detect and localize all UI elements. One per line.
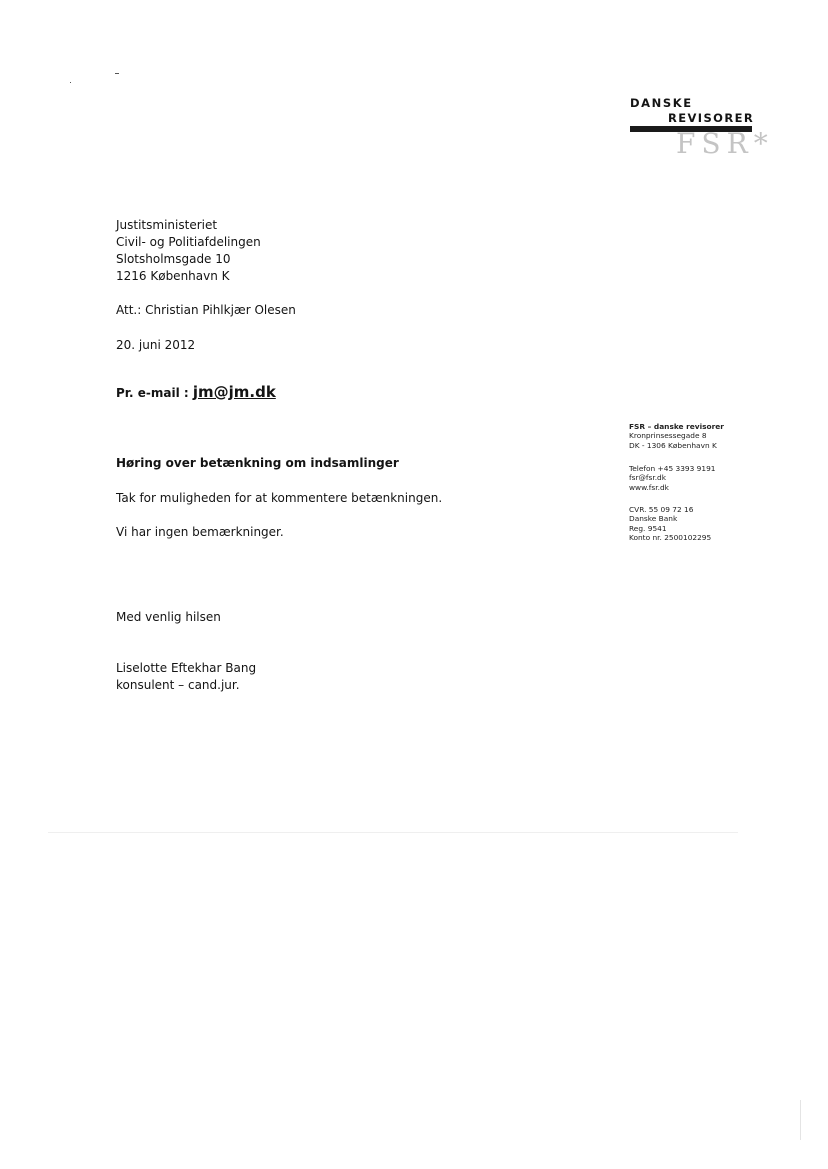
sender-address (629, 422, 724, 450)
sender-website: www.fsr.dk (629, 482, 669, 492)
letter-closing: Med venlig hilsen (116, 610, 221, 624)
sender-contact (629, 464, 715, 492)
letter-subject: Høring over betænkning om indsamlinger (116, 456, 399, 470)
page-fold-line (48, 832, 738, 833)
letter-date: 20. juni 2012 (116, 338, 196, 352)
sender-line: Kronprinsessegade 8 (629, 431, 707, 441)
email-label: Pr. e-mail : (116, 386, 193, 400)
logo-line-danske: DANSKE (630, 96, 693, 110)
sender-bank (629, 505, 711, 543)
sender-bank-name: Danske Bank (629, 514, 678, 524)
scan-speck (115, 73, 119, 74)
attention-line: Att.: Christian Pihlkjær Olesen (116, 303, 296, 317)
signature-name: Liselotte Eftekhar Bang (116, 661, 257, 675)
signature-block (116, 660, 256, 694)
recipient-address (116, 217, 261, 285)
logo-fsr-mark: FSR* (676, 127, 774, 160)
sender-cvr: CVR. 55 09 72 16 (629, 505, 694, 514)
sender-account: Konto nr. 2500102295 (629, 533, 712, 543)
sender-phone: Telefon +45 3393 9191 (629, 464, 716, 473)
page-edge-mark (800, 1100, 801, 1140)
recipient-line: Slotsholmsgade 10 (116, 252, 231, 266)
sender-line: FSR – danske revisorer (629, 422, 724, 431)
email-line (116, 383, 276, 401)
logo-line-revisorer: REVISORER (668, 111, 755, 125)
letter-paragraph: Vi har ingen bemærkninger. (116, 525, 284, 539)
recipient-line: Justitsministeriet (116, 218, 218, 232)
recipient-line: Civil- og Politiafdelingen (116, 235, 261, 249)
sender-line: DK - 1306 København K (629, 440, 717, 450)
letter-paragraph: Tak for muligheden for at kommentere betænkningen. (116, 491, 443, 505)
sender-email: fsr@fsr.dk (629, 473, 667, 483)
recipient-line: 1216 København K (116, 269, 230, 283)
email-link[interactable]: jm@jm.dk (192, 383, 276, 401)
sender-reg: Reg. 9541 (629, 523, 667, 533)
scan-speck (70, 82, 71, 83)
signature-title: konsulent – cand.jur. (116, 678, 240, 692)
